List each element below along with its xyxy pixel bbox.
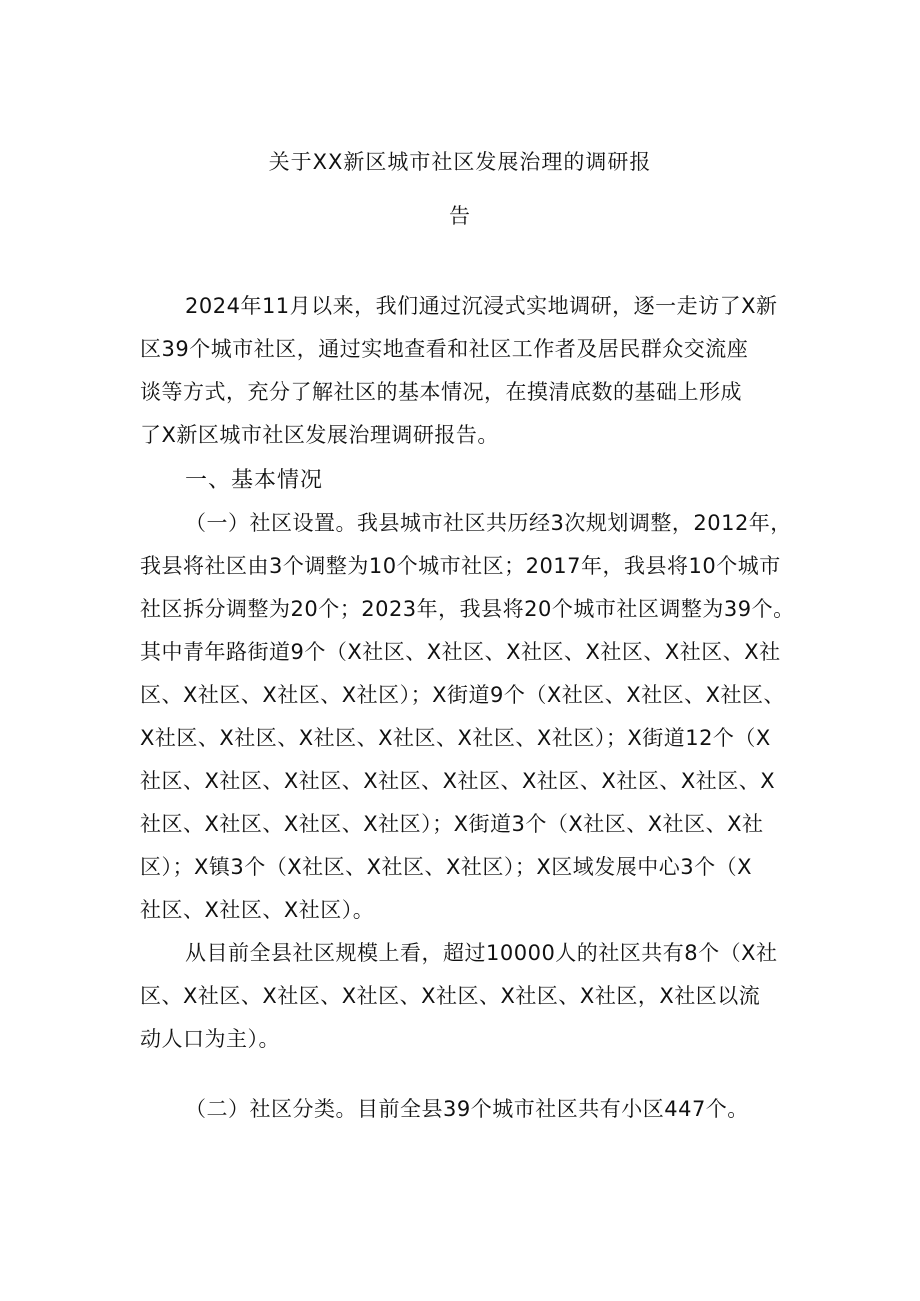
document-title-line-1: 关于XX新区城市社区发展治理的调研报 (268, 150, 652, 174)
body-line: 社区、X社区、X社区、X社区）；X街道3个（X社区、X社区、X社 (140, 812, 764, 836)
document-title-line-2: 告 (449, 204, 471, 228)
intro-line: 谈等方式，充分了解社区的基本情况，在摸清底数的基础上形成 (140, 380, 742, 404)
body-line: 区、X社区、X社区、X社区）；X街道9个（X社区、X社区、X社区、 (140, 683, 786, 707)
body-line: 其中青年路街道9个（X社区、X社区、X社区、X社区、X社区、X社 (140, 640, 781, 664)
intro-line: 区39个城市社区，通过实地查看和社区工作者及居民群众交流座 (140, 337, 749, 361)
intro-line: 了X新区城市社区发展治理调研报告。 (140, 423, 499, 447)
body-line: 区）；X镇3个（X社区、X社区、X社区）；X区域发展中心3个（X (140, 855, 753, 879)
body-line: 动人口为主）。 (140, 1027, 280, 1051)
body-line: 区、X社区、X社区、X社区、X社区、X社区、X社区，X社区以流 (140, 984, 761, 1008)
body-line: 社区、X社区、X社区）。 (140, 898, 375, 922)
body-line: （二）社区分类。目前全县39个城市社区共有小区447个。 (185, 1097, 749, 1121)
body-line: 社区、X社区、X社区、X社区、X社区、X社区、X社区、X社区、X (140, 769, 776, 793)
intro-line: 2024年11月以来，我们通过沉浸式实地调研，逐一走访了X新 (185, 294, 778, 318)
body-line: 从目前全县社区规模上看，超过10000人的社区共有8个（X社 (185, 941, 778, 965)
section-heading: 一、基本情况 (185, 468, 324, 493)
body-line: 社区拆分调整为20个；2023年，我县将20个城市社区调整为39个。 (140, 597, 795, 621)
body-line: 我县将社区由3个调整为10个城市社区；2017年，我县将10个城市 (140, 554, 781, 578)
body-line: X社区、X社区、X社区、X社区、X社区、X社区）；X街道12个（X (140, 726, 771, 750)
body-line: （一）社区设置。我县城市社区共历经3次规划调整，2012年， (185, 511, 792, 535)
